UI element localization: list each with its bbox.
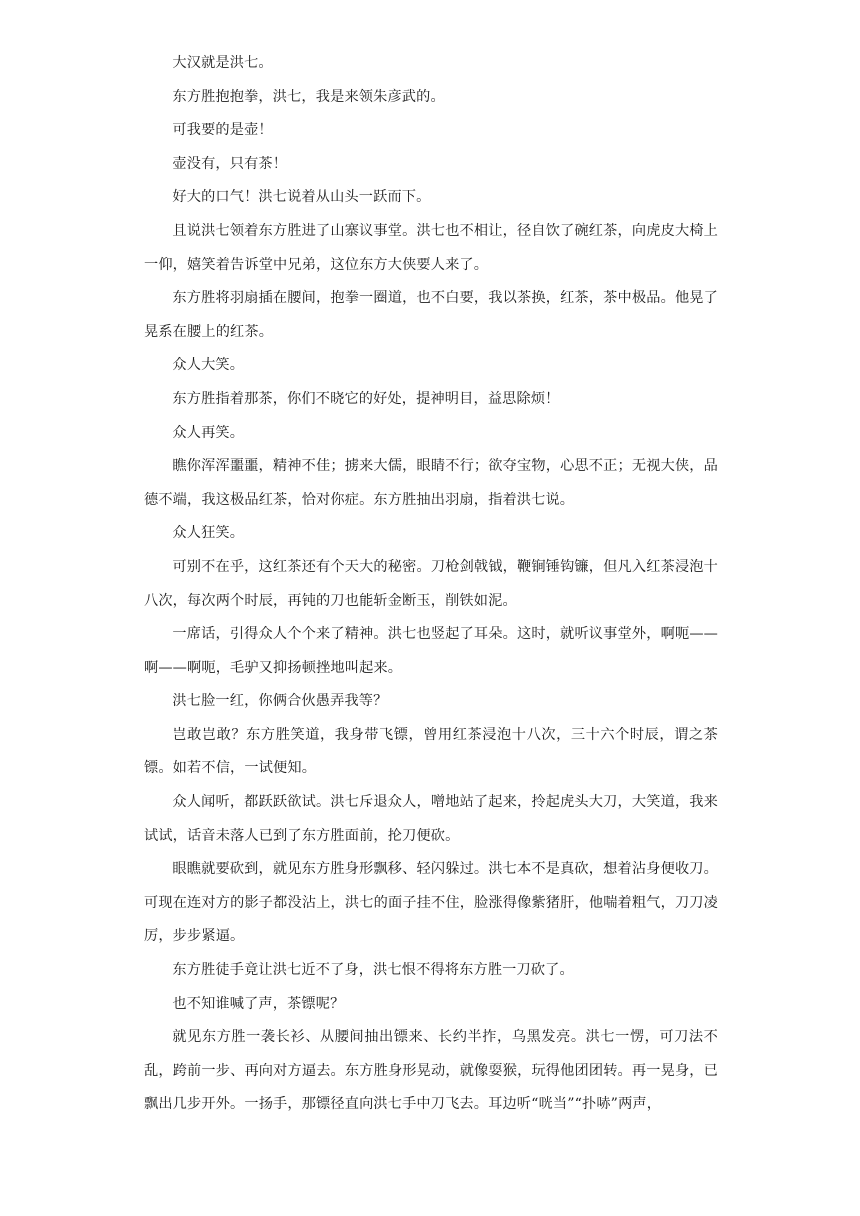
paragraph: 好大的口气！洪七说着从山头一跃而下。 — [172, 189, 431, 206]
paragraph: 众人再笑。 — [172, 424, 245, 441]
paragraph: 洪七脸一红，你俩合伙愚弄我等？ — [172, 693, 388, 710]
paragraph: 也不知谁喊了声，茶镖呢？ — [172, 995, 345, 1012]
paragraph: 可我要的是壶！ — [172, 122, 273, 139]
paragraph: 东方胜指着那茶，你们不晓它的好处，提神明目，益思除烦！ — [172, 390, 560, 407]
paragraph: 众人狂笑。 — [172, 525, 245, 542]
paragraph: 且说洪七领着东方胜进了山寨议事堂。洪七也不相让，径自饮了碗红茶，向虎皮大椅上一仰，嬉笑着告诉堂中兄弟，这位东方大侠要人来了。 — [144, 222, 718, 273]
paragraph: 眼瞧就要砍到，就见东方胜身形飘移、轻闪躲过。洪七本不是真砍，想着沾身便收刀。可现在连对方的影子都没沾上，洪七的面子挂不住，脸涨得像紫猪肝，他喘着粗气，刀刀凌厉，步步紧逼。 — [144, 861, 718, 945]
paragraph: 众人闻听，都跃跃欲试。洪七斥退众人，噌地站了起来，拎起虎头大刀，大笑道，我来试试，话音未落人已到了东方胜面前，抡刀便砍。 — [144, 794, 718, 844]
paragraph: 壶没有，只有茶！ — [172, 155, 288, 172]
paragraph: 大汉就是洪七。 — [172, 55, 273, 71]
paragraph: 就见东方胜一袭长衫、从腰间抽出镖来、长约半拃，乌黑发亮。洪七一愣，可刀法不乱，跨前一步、再向对方逼去。东方胜身形晃动，就像耍猴，玩得他团团转。再一晃身，已飘出几步开外。一扬手，那镖径直向洪七手中刀飞去。耳边听“咣当”“扑哧”两声， — [144, 1029, 718, 1113]
document-body — [144, 47, 718, 1122]
paragraph: 东方胜抱抱拳，洪七，我是来领朱彦武的。 — [172, 88, 445, 105]
paragraph: 众人大笑。 — [172, 357, 245, 374]
paragraph: 可别不在乎，这红茶还有个天大的秘密。刀枪剑戟钺，鞭锏锤钩镰，但凡入红茶浸泡十八次，每次两个时辰，再钝的刀也能斩金断玉，削铁如泥。 — [144, 558, 718, 609]
paragraph: 瞧你浑浑噩噩，精神不佳；掳来大儒，眼睛不行；欲夺宝物，心思不正；无视大侠，品德不端，我这极品红茶，恰对你症。东方胜抽出羽扇，指着洪七说。 — [144, 458, 718, 508]
paragraph: 东方胜将羽扇插在腰间，抱拳一圈道，也不白要，我以茶换，红茶，茶中极品。他晃了晃系在腰上的红茶。 — [144, 290, 718, 340]
paragraph: 一席话，引得众人个个来了精神。洪七也竖起了耳朵。这时，就听议事堂外，啊呃——啊——啊呃，毛驴又抑扬顿挫地叫起来。 — [144, 626, 718, 676]
paragraph: 岂敢岂敢？东方胜笑道，我身带飞镖，曾用红茶浸泡十八次，三十六个时辰，谓之茶镖。如若不信，一试便知。 — [144, 726, 718, 777]
paragraph: 东方胜徒手竟让洪七近不了身，洪七恨不得将东方胜一刀砍了。 — [172, 962, 574, 979]
